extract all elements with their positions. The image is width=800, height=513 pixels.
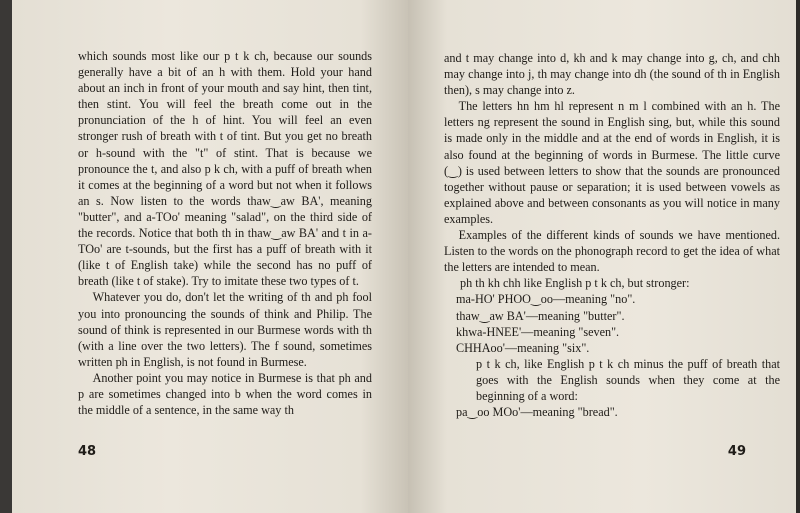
- example-cue-unaspirated: p t k ch, like English p t k ch minus the puff of breath that goes with the English sounds when they come at the beginning of a word:: [476, 356, 780, 403]
- right-paragraph-1: and t may change into d, kh and k may change into g, ch, and chh may change into j, th may change into dh (the sound of th in English then), s may change into z.: [444, 51, 780, 98]
- example-line: pa‿oo MOo'—meaning "bread".: [456, 405, 618, 420]
- left-paragraph-2: Whatever you do, don't let the writing of th and ph fool you into pronouncing the sounds of think and Philip. The sound of think is represented in our Burmese words with th (with a line over the two letters). The f sound, sometimes written ph in English, is not found in Burmese.: [78, 290, 372, 369]
- example-line: ma-HO' PHOO‿oo—meaning "no".: [456, 292, 636, 307]
- right-page: [408, 0, 800, 513]
- example-line: thaw‿aw BA'—meaning "butter".: [456, 308, 625, 323]
- right-page-number: 49: [727, 444, 746, 459]
- right-paragraph-2: The letters hn hm hl represent n m l combined with an h. The letters ng represent the sound in English sing, but, while this sound is made only in the middle and at the end of words in English, it is also found at the beginning of words in Burmese. The little curve (‿) is used between letters to show that the sounds are pronounced together without pause or separation; it is used between vowels as explained above and between consonants as you will notice in many examples.: [444, 99, 780, 226]
- example-line: CHHAoo'—meaning "six".: [456, 340, 590, 355]
- book-spread: [12, 0, 800, 513]
- left-paragraph-1: which sounds most like our p t k ch, because our sounds generally have a bit of an h with them. Hold your hand about an inch in front of your mouth and say hint, then tint, then stint. You will feel the breath come out in the pronunciation of the h of hint. You will feel an even stronger rush of breath with t of tint. But you get no breath or h-sound with the "t" of stint. That is because we pronounce the t, and also p k ch, with a puff of breath when it comes at the beginning of a word but not when it follows an s. Now listen to the words thaw‿aw BA', meaning "butter", and a-TOo' meaning "salad", on the third side of the records. Notice that both th in thaw‿aw BA' and t in a-TOo' are t-sounds, but the first has a puff of breath with it (like t of English take) while the second has no puff of breath (like t of stake). Try to imitate these two types of t.: [78, 49, 372, 289]
- left-paragraph-3: Another point you may notice in Burmese is that ph and p are sometimes changed into b when the word comes in the middle of a sentence, in the same way th: [78, 370, 372, 418]
- example-line: khwa-HNEE'—meaning "seven".: [456, 324, 620, 339]
- right-page-text: [444, 50, 780, 420]
- example-cue-aspirated: ph th kh chh like English p t k ch, but stronger:: [460, 276, 690, 291]
- right-paragraph-3: Examples of the different kinds of sounds we have mentioned. Listen to the words on the phonograph record to get the idea of what the letters are intended to mean.: [444, 228, 780, 275]
- page-edge-shadow: [796, 0, 800, 513]
- left-page-number: 48: [78, 444, 97, 459]
- left-page: [12, 0, 408, 513]
- left-page-text: [78, 48, 372, 418]
